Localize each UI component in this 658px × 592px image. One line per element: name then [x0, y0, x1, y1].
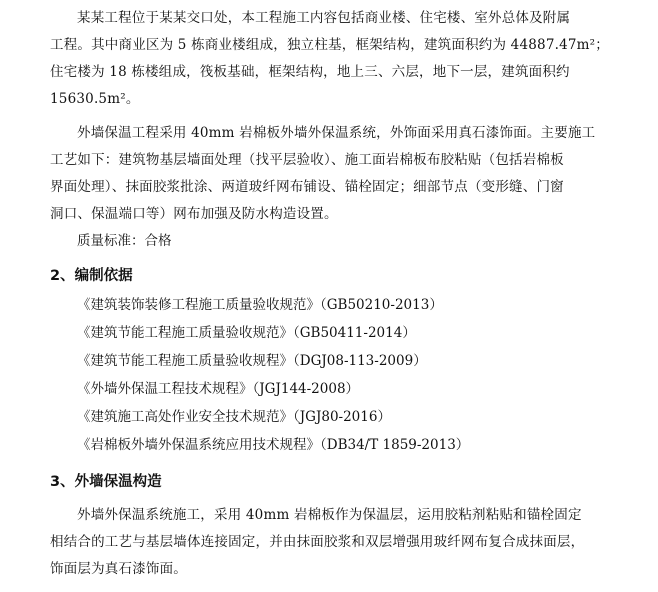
- intro-line: 界面处理）、抹面胶浆批涂、两道玻纤网布铺设、锚栓固定；细部节点（变形缝、门窗: [50, 179, 564, 195]
- intro-line: 工艺如下：建筑物基层墙面处理（找平层验收）、施工面岩棉板布胶粘贴（包括岩棉板: [50, 152, 564, 168]
- structure-paragraph: [50, 502, 620, 583]
- overview-line: 15630.5m²。: [50, 91, 140, 107]
- reference-item: 《岩棉板外墙外保温系统应用技术规程》（DB34/T 1859-2013）: [77, 437, 470, 453]
- section-heading-structure: 3、外墙保温构造: [50, 474, 162, 490]
- structure-line: 外墙外保温系统施工，采用 40mm 岩棉板作为保温层，运用胶粘剂粘贴和锚栓固定: [77, 507, 582, 523]
- overview-line: 工程。其中商业区为 5 栋商业楼组成，独立柱基，框架结构，建筑面积约为 44887.47m²；: [50, 37, 609, 53]
- reference-item: 《建筑节能工程施工质量验收规范》（GB50411-2014）: [77, 325, 416, 341]
- reference-item: 《建筑节能工程施工质量验收规程》（DGJ08-113-2009）: [77, 353, 427, 369]
- reference-item: 《建筑施工高处作业安全技术规范》（JGJ80-2016）: [77, 409, 391, 425]
- structure-line: 相结合的工艺与基层墙体连接固定，并由抹面胶浆和双层增强用玻纤网布复合成抹面层，: [50, 534, 585, 550]
- reference-list: [77, 291, 469, 459]
- overview-paragraph: [50, 5, 620, 113]
- intro-line: 外墙保温工程采用 40mm 岩棉板外墙外保温系统，外饰面采用真石漆饰面。主要施工: [77, 125, 596, 141]
- reference-item: 《外墙外保温工程技术规程》（JGJ144-2008）: [77, 381, 360, 397]
- quality-standard: 质量标准：合格: [77, 233, 172, 249]
- intro-line: 洞口、保温端口等）网布加强及防水构造设置。: [50, 206, 338, 222]
- overview-line: 住宅楼为 18 栋楼组成，筏板基础，框架结构，地上三、六层，地下一层，建筑面积约: [50, 64, 570, 80]
- reference-item: 《建筑装饰装修工程施工质量验收规范》（GB50210-2013）: [77, 297, 443, 313]
- structure-line: 饰面层为真石漆饰面。: [50, 561, 187, 577]
- insulation-intro-paragraph: [50, 120, 620, 228]
- overview-line: 某某工程位于某某交口处，本工程施工内容包括商业楼、住宅楼、室外总体及附属: [77, 10, 571, 26]
- section-heading-basis: 2、编制依据: [50, 268, 133, 284]
